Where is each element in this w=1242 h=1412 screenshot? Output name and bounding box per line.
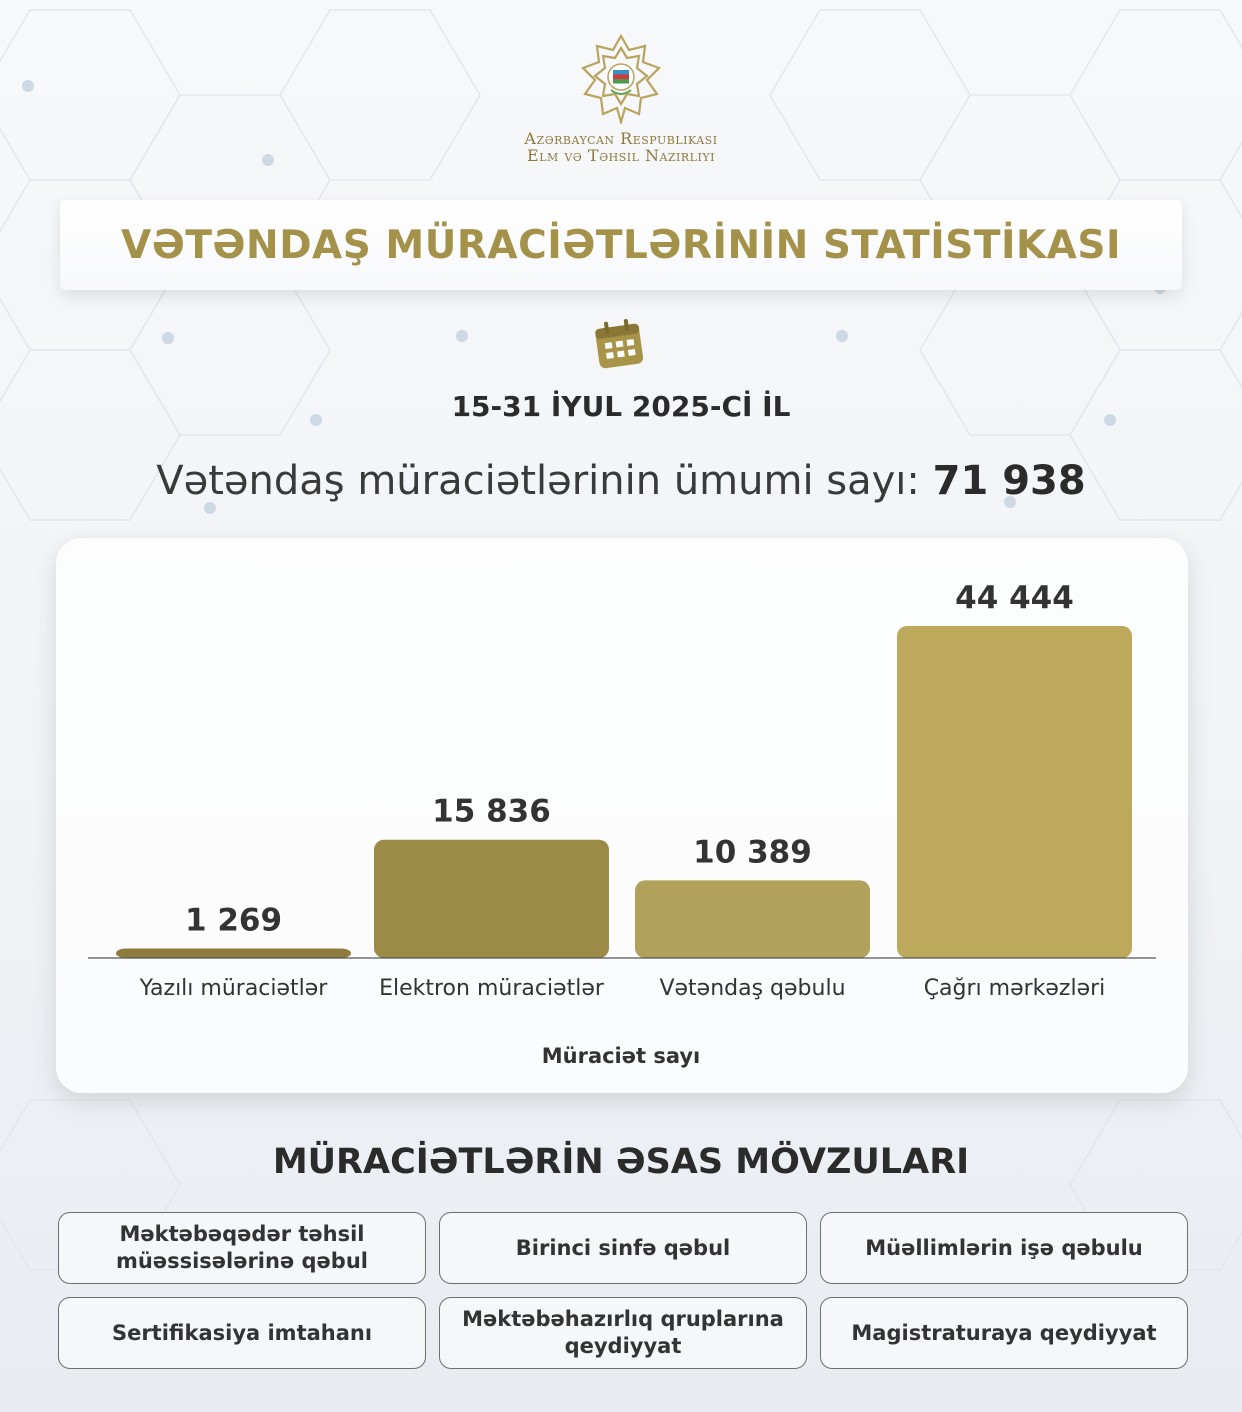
ministry-emblem-logo — [571, 32, 671, 124]
ministry-name-line1: Azərbaycan Respublikası — [524, 129, 718, 148]
bar-value-label: 1 269 — [184, 902, 283, 939]
topic-item: Müəllimlərin işə qəbulu — [820, 1212, 1188, 1284]
title-banner — [60, 200, 1182, 290]
topic-item: Məktəbəhazırlıq qruplarına qeydiyyat — [439, 1297, 807, 1369]
ministry-name-line2: Elm və Təhsil Nazirliyi — [527, 146, 715, 165]
bar-value-label: 10 389 — [693, 834, 812, 871]
category-label: Yazılı müraciətlər — [139, 976, 328, 1001]
total-label: Vətəndaş müraciətlərinin ümumi sayı: — [156, 458, 920, 504]
x-axis-title: Müraciət sayı — [541, 1044, 701, 1068]
topic-item: Sertifikasiya imtahanı — [58, 1297, 426, 1369]
category-label: Çağrı mərkəzləri — [923, 976, 1106, 1001]
topic-item: Məktəbəqədər təhsil müəssisələrinə qəbul — [58, 1212, 426, 1284]
topics-title: MÜRACİƏTLƏRİN ƏSAS MÖVZULARI — [272, 1142, 970, 1182]
category-label: Elektron müraciətlər — [379, 976, 604, 1001]
topic-item: Magistraturaya qeydiyyat — [820, 1297, 1188, 1369]
bar-value-label: 15 836 — [432, 793, 551, 830]
report-period: 15-31 İYUL 2025-Cİ İL — [451, 390, 791, 423]
total-applications — [120, 458, 1122, 504]
category-label: Vətəndaş qəbulu — [659, 976, 846, 1001]
calendar-icon — [593, 316, 647, 372]
page-title: VƏTƏNDAŞ MÜRACİƏTLƏRİNİN STATİSTİKASI — [121, 222, 1121, 268]
total-value: 71 938 — [932, 458, 1086, 504]
bar-value-label: 44 444 — [955, 580, 1074, 616]
topic-item: Birinci sinfə qəbul — [439, 1212, 807, 1284]
chart-card — [56, 538, 1188, 1093]
